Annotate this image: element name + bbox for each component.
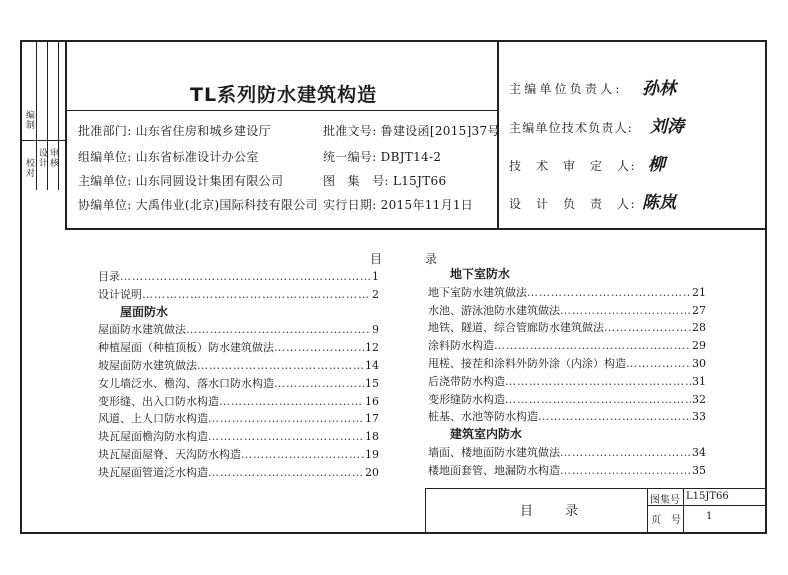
strip-label-edit: 编制 xyxy=(24,110,34,130)
toc-entry-title: 设计说明 xyxy=(98,287,142,301)
toc-page-number: 19 xyxy=(365,448,379,461)
toc-leader-dots xyxy=(494,339,691,352)
toc-entry xyxy=(428,444,706,458)
toc-entry-title: 地下室防水建筑做法 xyxy=(428,285,527,299)
title-block-name: 目 录 xyxy=(520,504,581,519)
toc-page-number: 20 xyxy=(365,465,379,479)
toc-entry xyxy=(98,464,379,478)
toc-entry-title: 地铁、隧道、综合管廊防水建筑做法 xyxy=(428,321,604,335)
strip-label-review: 审核 xyxy=(48,148,58,168)
toc-entry xyxy=(98,428,379,442)
toc-entry-title: 涂料防水构造 xyxy=(428,339,494,353)
toc-leader-dots xyxy=(219,395,364,408)
title-block-divider xyxy=(683,488,684,534)
page-value: 1 xyxy=(706,511,713,522)
toc-entry xyxy=(98,446,379,460)
title-block-divider xyxy=(647,488,648,534)
strip-label-design: 设计 xyxy=(37,148,47,168)
technical-reviewer-label: 技 术 审 定 人: xyxy=(509,159,637,173)
toc-entry-title: 水池、游泳池防水建筑做法 xyxy=(428,303,560,317)
toc-page-number: 1 xyxy=(372,270,379,283)
header-bottom-border xyxy=(66,228,766,230)
toc-page-number: 33 xyxy=(692,410,706,424)
toc-page-number: 31 xyxy=(692,374,706,388)
title-block-top xyxy=(425,488,767,489)
title-block-left xyxy=(425,488,426,534)
toc-page-number: 32 xyxy=(692,392,706,406)
toc-section-heading: 地下室防水 xyxy=(450,267,511,281)
toc-entry xyxy=(98,393,379,407)
title-underline xyxy=(66,110,498,111)
toc-entry xyxy=(428,337,706,351)
atlas-label: 图集号 xyxy=(650,495,680,506)
toc-leader-dots xyxy=(560,304,691,317)
toc-entry xyxy=(428,319,706,333)
strip-divider xyxy=(58,40,59,190)
technical-reviewer-signature: 柳 xyxy=(648,155,665,175)
toc-page-number: 35 xyxy=(692,463,706,477)
toc-leader-dots xyxy=(120,270,371,283)
toc-entry xyxy=(428,408,706,422)
toc-entry xyxy=(98,321,379,335)
toc-entry-title: 块瓦屋面管道泛水构造 xyxy=(98,465,208,479)
toc-entry-title: 楼地面套管、地漏防水构造 xyxy=(428,463,560,477)
toc-entry xyxy=(98,339,379,353)
toc-page-number: 2 xyxy=(372,287,379,301)
page-title: TL系列防水建筑构造 xyxy=(190,84,378,106)
toc-entry-title: 变形缝、出入口防水构造 xyxy=(98,394,219,408)
compiling-unit: 组编单位: 山东省标准设计办公室 xyxy=(78,150,259,164)
effective-date: 实行日期: 2015年11月1日 xyxy=(323,198,474,212)
unified-number: 统一编号: DBJT14-2 xyxy=(323,150,442,164)
toc-page-number: 27 xyxy=(692,303,706,317)
toc-entry-title: 女儿墙泛水、檐沟、落水口防水构造 xyxy=(98,376,274,390)
toc-entry-title: 坡屋面防水建筑做法 xyxy=(98,359,197,372)
toc-entry-title: 桩基、水池等防水构造 xyxy=(428,410,538,424)
toc-page-number: 34 xyxy=(692,446,706,459)
toc-leader-dots xyxy=(208,466,364,479)
toc-leader-dots xyxy=(197,359,364,372)
toc-page-number: 30 xyxy=(692,357,706,370)
design-leader-signature: 陈岚 xyxy=(642,193,676,213)
toc-heading-right: 录 xyxy=(425,252,438,266)
toc-heading-left: 目 xyxy=(370,252,383,266)
toc-page-number: 18 xyxy=(365,430,379,444)
toc-page-number: 12 xyxy=(365,341,379,355)
toc-leader-dots xyxy=(274,377,364,390)
toc-page-number: 29 xyxy=(692,339,706,353)
toc-entry xyxy=(428,302,706,316)
toc-page-number: 15 xyxy=(365,376,379,390)
toc-page-number: 14 xyxy=(365,359,379,372)
toc-page-number: 21 xyxy=(692,285,706,299)
toc-leader-dots xyxy=(241,448,364,461)
toc-entry-title: 块瓦屋面檐沟防水构造 xyxy=(98,430,208,444)
strip-divider xyxy=(20,140,66,141)
technical-leader-label: 主编单位技术负责人: xyxy=(509,121,634,135)
toc-entry-title: 后浇带防水构造 xyxy=(428,374,505,388)
toc-section-heading: 屋面防水 xyxy=(120,304,169,319)
toc-page-number: 28 xyxy=(692,321,706,335)
approval-document: 批准文号: 鲁建设函[2015]37号 xyxy=(323,124,500,138)
toc-leader-dots xyxy=(604,321,691,334)
toc-leader-dots xyxy=(560,446,691,459)
toc-leader-dots xyxy=(626,357,691,370)
toc-leader-dots xyxy=(560,464,691,477)
toc-leader-dots xyxy=(142,288,371,301)
chief-unit-leader-signature: 孙林 xyxy=(642,79,676,99)
toc-page-number: 9 xyxy=(372,323,379,337)
toc-entry xyxy=(428,391,706,405)
toc-entry-title: 变形缝防水构造 xyxy=(428,392,505,406)
toc-entry-title: 屋面防水建筑做法 xyxy=(98,323,186,337)
chief-editor-unit: 主编单位: 山东同圆设计集团有限公司 xyxy=(78,174,284,188)
toc-entry-title: 甩槎、接茬和涂料外防外涂（内涂）构造 xyxy=(428,357,626,370)
toc-leader-dots xyxy=(505,375,691,388)
page-label: 页 号 xyxy=(651,515,681,526)
strip-label-check: 校对 xyxy=(24,158,34,178)
toc-page-number: 17 xyxy=(365,412,379,426)
toc-leader-dots xyxy=(208,430,364,443)
toc-entry xyxy=(98,268,379,282)
chief-unit-leader-label: 主编单位负责人: xyxy=(509,82,623,96)
toc-entry-title: 种植屋面（种植顶板）防水建筑做法 xyxy=(98,341,274,355)
strip-border xyxy=(65,40,67,230)
technical-leader-signature: 刘涛 xyxy=(650,117,684,137)
toc-entry xyxy=(98,357,379,371)
toc-leader-dots xyxy=(527,286,691,299)
toc-leader-dots xyxy=(274,341,364,354)
toc-entry-title: 风道、上人口防水构造 xyxy=(98,412,208,426)
toc-entry-title: 墙面、楼地面防水建筑做法 xyxy=(428,446,560,459)
toc-page-number: 16 xyxy=(365,394,379,408)
toc-leader-dots xyxy=(538,410,691,423)
atlas-number: 图 集 号: L15JT66 xyxy=(323,174,447,188)
co-editor-unit: 协编单位: 大禹伟业(北京)国际科技有限公司 xyxy=(78,198,318,212)
toc-entry-title: 目录 xyxy=(98,270,120,283)
toc-entry xyxy=(428,462,706,476)
toc-leader-dots xyxy=(208,412,364,425)
toc-leader-dots xyxy=(505,393,691,406)
toc-section-heading: 建筑室内防水 xyxy=(450,427,523,442)
toc-entry xyxy=(428,373,706,387)
design-leader-label: 设 计 负 责 人: xyxy=(509,197,637,211)
toc-entry xyxy=(428,355,706,369)
toc-entry xyxy=(98,286,379,300)
approval-department: 批准部门: 山东省住房和城乡建设厅 xyxy=(78,124,271,138)
toc-leader-dots xyxy=(186,323,371,336)
toc-entry xyxy=(98,375,379,389)
toc-entry xyxy=(428,284,706,298)
toc-entry-title: 块瓦屋面屋脊、天沟防水构造 xyxy=(98,448,241,461)
toc-entry xyxy=(98,410,379,424)
atlas-value: L15JT66 xyxy=(686,491,729,502)
